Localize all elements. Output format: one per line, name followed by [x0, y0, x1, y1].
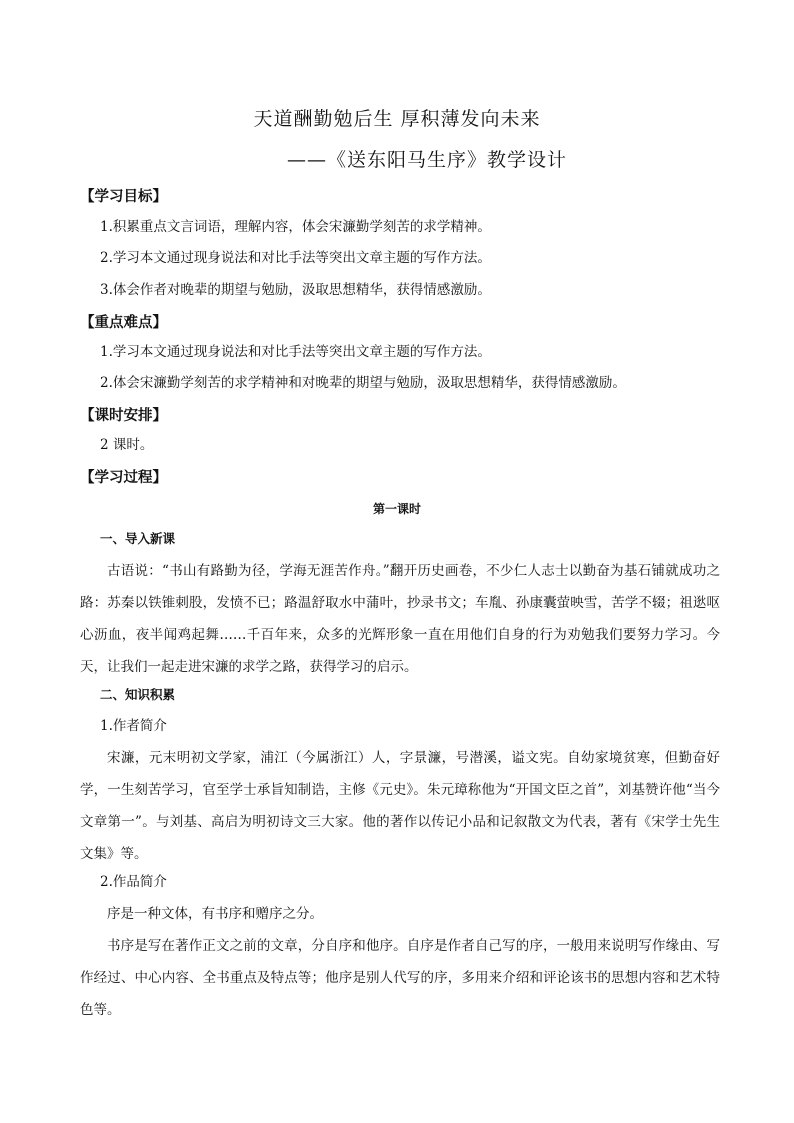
focus-heading: 【重点难点】	[80, 314, 167, 331]
work-subtitle: 2.作品简介	[100, 874, 167, 890]
schedule-heading: 【课时安排】	[80, 407, 167, 424]
intro-paragraph: 古语说：“书山有路勤为径，学海无涯苦作舟。”翻开历史画卷，不少仁人志士以勤奋为基石铺就成功之路：苏秦以铁锥刺股，发愤不已；路温舒取水中蒲叶，抄录书文；车胤、孙康囊萤映雪，苦学不辍；祖逖呕心沥血，夜半闻鸡起舞……千百年来，众多的光辉形象一直在用他们自身的行为劝勉我们要努力学习。今天，让我们一起走进宋濂的求学之路，获得学习的启示。	[80, 563, 720, 675]
goal-item: 2.学习本文通过现身说法和对比手法等突出文章主题的写作方法。	[100, 250, 491, 266]
focus-item: 2.体会宋濂勤学刻苦的求学精神和对晚辈的期望与勉励，汲取思想精华，获得情感激励。	[100, 375, 626, 391]
work-paragraph: 序是一种文体，有书序和赠序之分。	[107, 906, 323, 922]
goal-item: 3.体会作者对晚辈的期望与勉励，汲取思想精华，获得情感激励。	[100, 282, 491, 298]
document-subtitle: ——《送东阳马生序》教学设计	[286, 149, 567, 171]
goal-item: 1.积累重点文言词语，理解内容，体会宋濂勤学刻苦的求学精神。	[100, 219, 491, 235]
section-title: 一、导入新课	[100, 531, 176, 546]
author-subtitle: 1.作者简介	[100, 718, 167, 734]
goals-heading: 【学习目标】	[80, 188, 167, 205]
schedule-text: 2 课时。	[100, 437, 154, 453]
process-heading: 【学习过程】	[80, 469, 167, 486]
work-paragraph: 书序是写在著作正文之前的文章，分自序和他序。自序是作者自己写的序，一般用来说明写作缘由、写作经过、中心内容、全书重点及特点等；他序是别人代写的序，多用来介绍和评论该书的思想内容和艺术特色等。	[80, 938, 720, 1018]
focus-item: 1.学习本文通过现身说法和对比手法等突出文章主题的写作方法。	[100, 344, 491, 360]
document-title: 天道酬勤勉后生 厚积薄发向未来	[253, 108, 541, 130]
lesson-title: 第一课时	[372, 502, 421, 516]
section-title: 二、知识积累	[100, 687, 176, 702]
author-paragraph: 宋濂，元末明初文学家，浦江（今属浙江）人，字景濂，号潜溪，谥文宪。自幼家境贫寒，但勤奋好学，一生刻苦学习，官至学士承旨知制诰，主修《元史》。朱元璋称他为“开国文臣之首”，刘基赞许他“当今文章第一”。与刘基、高启为明初诗文三大家。他的著作以传记小品和记叙散文为代表，著有《宋学士先生文集》等。	[80, 750, 720, 862]
